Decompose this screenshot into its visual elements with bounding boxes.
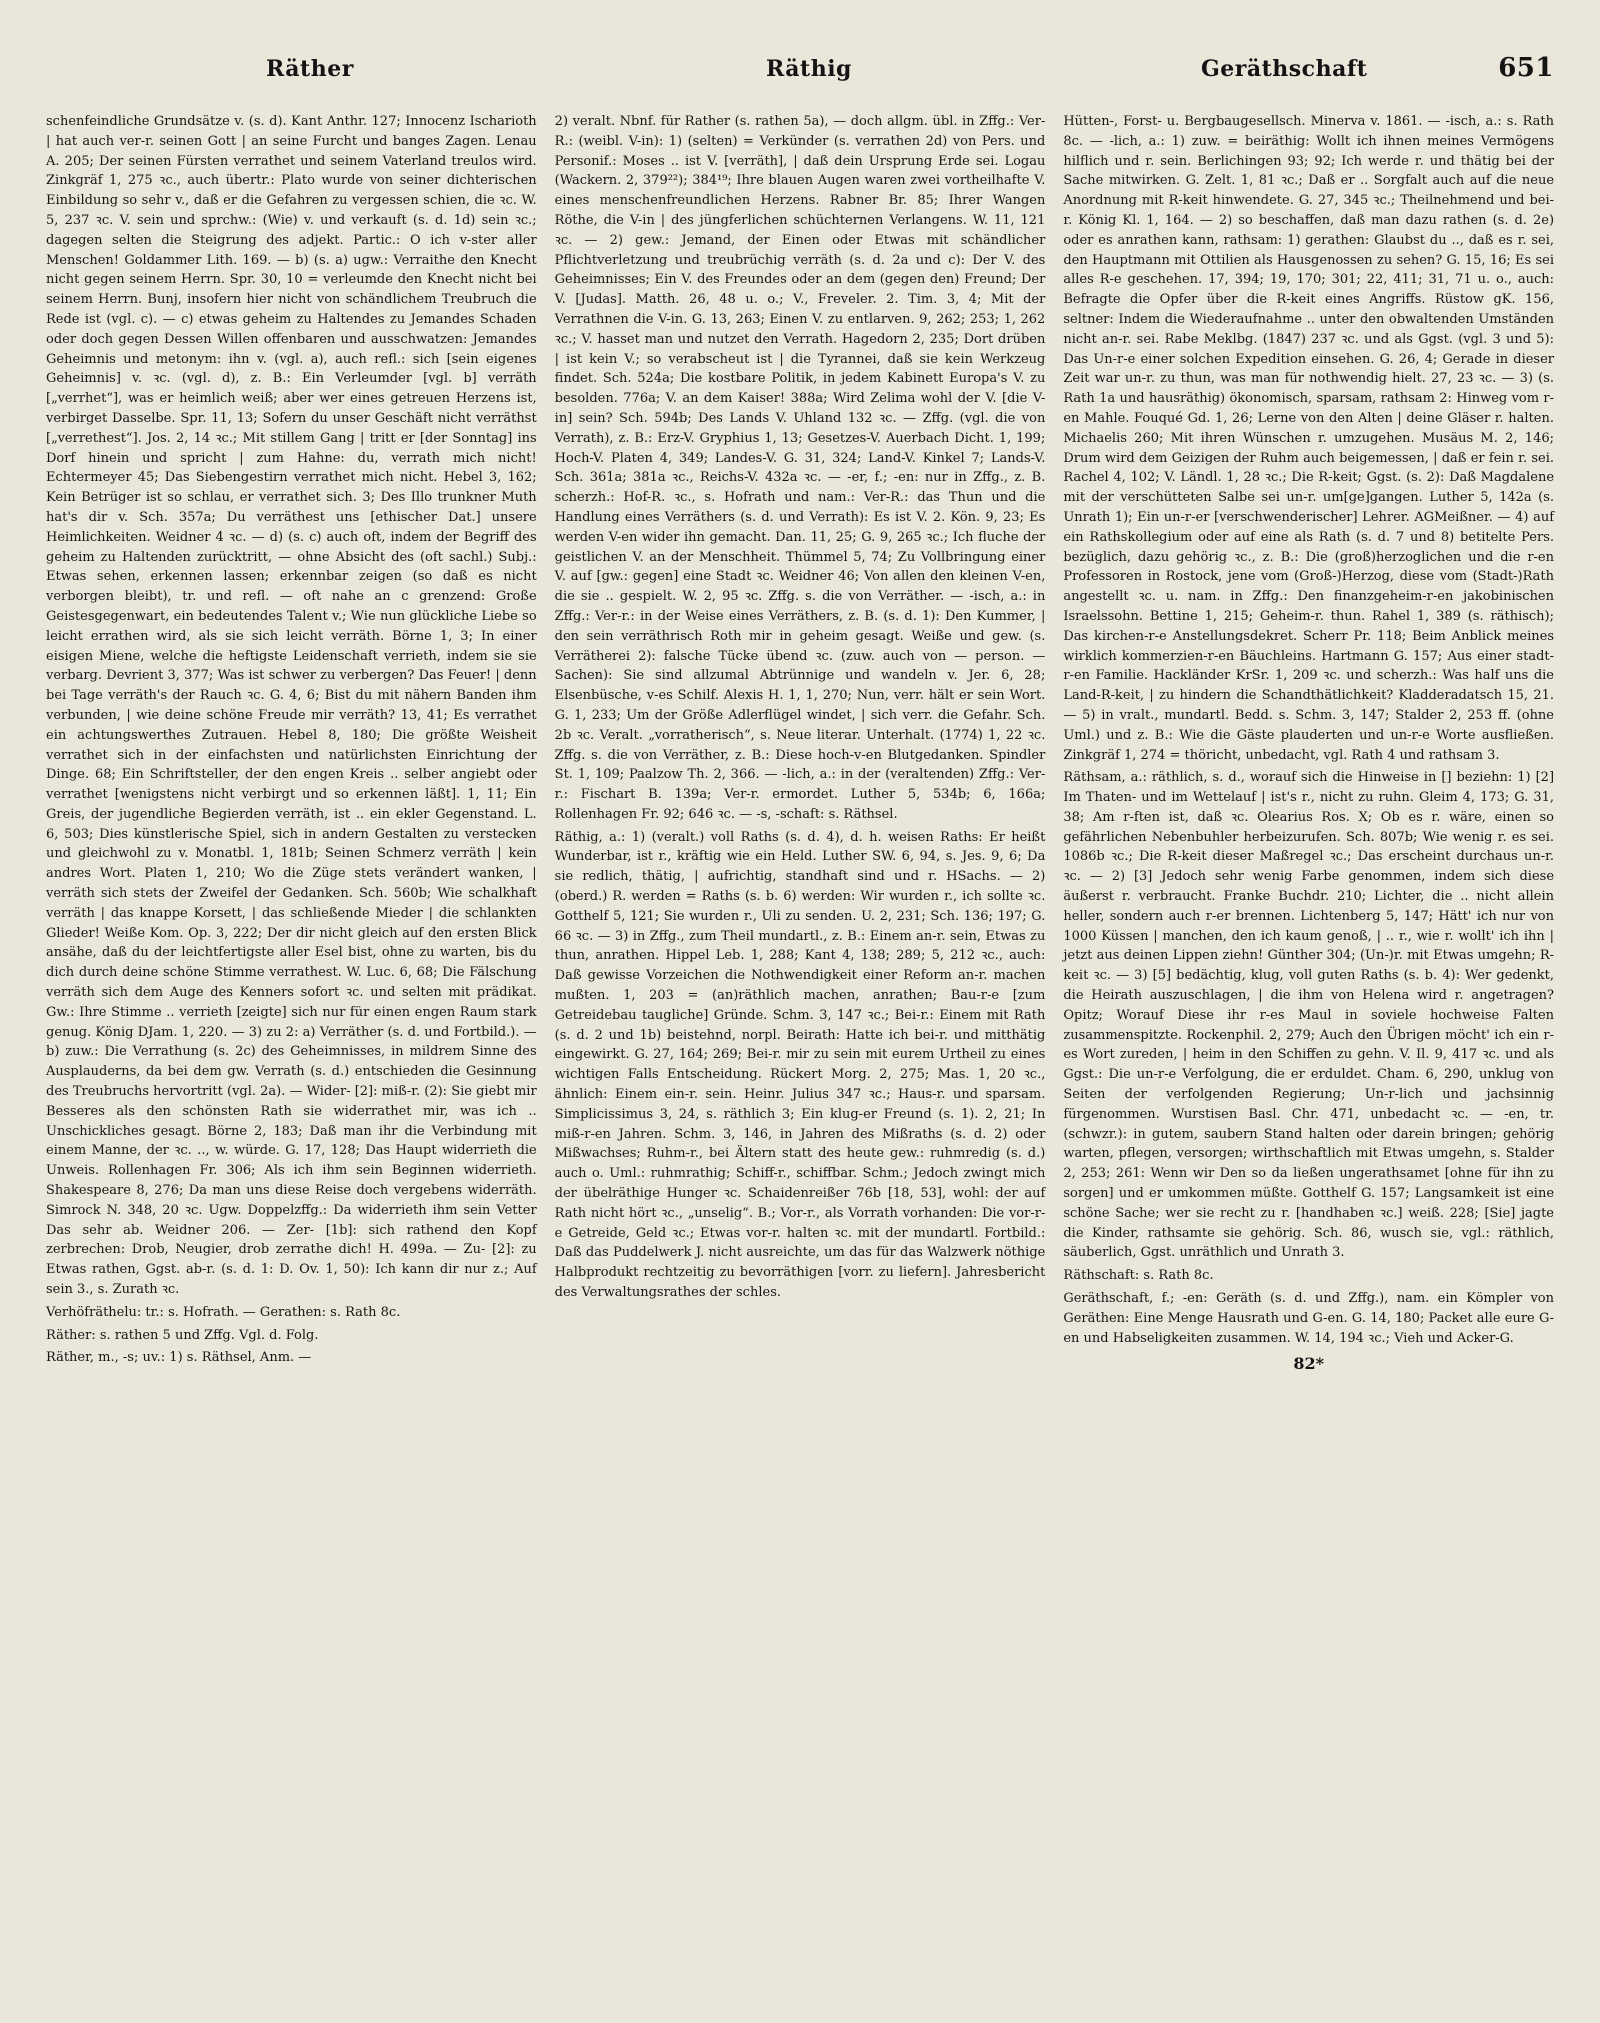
column-left	[46, 112, 537, 1983]
running-head	[46, 53, 1554, 96]
paragraph: schenfeindliche Grundsätze v. (s. d). Kant Anthr. 127; Innocenz Ischarioth | hat auch ver-r. seinen Gott | an seine Furcht und banges Zagen. Lenau A. 205; Der seinen Fürsten verrathet und seinem Vaterland treulos wird. Zinkgräf 1, 275 ꝛc., auch übertr.: Plato wurde von seiner dichterischen Einbildung so sehr v., daß er die Gefahren zu vergessen schien, die ꝛc. W. 5, 237 ꝛc. V. sein und sprchw.: (Wie) v. und verkauft (s. d. 1d) sein ꝛc.; dagegen selten die Steigrung des adjekt. Partic.: O ich v-ster aller Menschen! Goldammer Lith. 169. — b) (s. a) ugw.: Verraithe den Knecht nicht gegen seinem Herrn. Spr. 30, 10 = verleumde den Knecht nicht bei seinem Herrn. Bunj, insofern hier nicht von schändlichem Treubruch die Rede ist (vgl. c). — c) etwas geheim zu Haltendes zu Jemandes Schaden oder doch gegen Dessen Willen offenbaren und ausschwatzen: Jemandes Geheimnis und metonym: ihn v. (vgl. a), auch refl.: sich [sein eigenes Geheimnis] v. ꝛc. (vgl. d), z. B.: Ein Verleumder [vgl. b] verräth [„verrhet“], was er heimlich weiß; aber wer eines getreuen Herzens ist, verbirget Dasselbe. Spr. 11, 13; Sofern du unser Geschäft nicht verräthst [„verrethest“]. Jos. 2, 14 ꝛc.; Mit stillem Gang | tritt er [der Sonntag] ins Dorf hinein und spricht | zum Hahne: du, verrath mich nicht! Echtermeyer 45; Das Siebengestirn verrathet mich nicht. Hebel 3, 162; Kein Betrüger ist so schlau, er verrathet sich. 3; Des Illo trunkner Muth hat's dir v. Sch. 357a; Du verräthest uns [ethischer Dat.] unsere Heimlichkeiten. Weidner 4 ꝛc. — d) (s. c) auch oft, indem der Begriff des geheim zu Haltenden zurücktritt, — ohne Absicht des (oft sachl.) Subj.: Etwas sehen, erkennen lassen; erkennbar zeigen (so daß es nicht verborgen bleibt), tr. und refl. — oft nahe an c grenzend: Große Geistesgegenwart, ein bedeutendes Talent v.; Wie nun glückliche Liebe so leicht errathen wird, als sie sich leicht verräth. Börne 1, 3; In einer eisigen Miene, welche die heftigste Leidenschaft verrieth, indem sie sie verbarg. Devrient 3, 377; Was ist schwer zu verbergen? Das Feuer! | denn bei Tage verräth's der Rauch ꝛc. G. 4, 6; Bist du mit nähern Banden ihm verbunden, | wie deine schöne Freude mir verräth? 13, 41; Es verrathet ein achtungswerthes Zutrauen. Hebel 8, 180; Die größte Weisheit verrathet sich in der einfachsten und natürlichsten Einrichtung der Dinge. 68; Ein Schriftsteller, der den engen Kreis .. selber angiebt oder verrathet [wenigstens nicht verbirgt und so erkennen läßt]. 1, 11; Ein Greis, der jugendliche Begierden verräth, ist .. ein ekler Gegenstand. L. 6, 503; Dies künstlerische Spiel, sich in andern Gestalten zu verstecken und gleichwohl zu v. Monatbl. 1, 181b; Seinen Schmerz verräth | kein andres Wort. Platen 1, 210; Wo die Züge stets verändert wanken, | verräth sich stets der Zweifel der Gedanken. Sch. 560b; Wie schalkhaft verräth | das knappe Korsett, | das schließende Mieder | die schlankten Glieder! Weiße Kom. Op. 3, 222; Der dir nicht gleich auf den ersten Blick ansähe, daß du der leichtfertigste aller Esel bist, ohne zu warten, bis du dich durch deine schöne Stimme verrathest. W. Luc. 6, 68; Die Fälschung verräth sich dem Auge des Kenners sofort ꝛc. und selten mit prädikat. Gw.: Ihre Stimme .. verrieth [zeigte] sich nur für einen engen Raum stark genug. König DJam. 1, 220. — 3) zu 2: a) Verräther (s. d. und Fortbild.). — b) zuw.: Die Verrathung (s. 2c) des Geheimnisses, in mildrem Sinne des Ausplauderns, da bei dem gw. Verrath (s. d.) entschieden die Gesinnung des Treubruchs hervortritt (vgl. 2a). — Wider- [2]: miß-r. (2): Sie giebt mir Besseres als den schönsten Rath sie widerrathet mir, was ich .. Unschickliches gesagt. Börne 2, 183; Daß man ihr die Verbindung mit einem Manne, der ꝛc. .., w. würde. G. 17, 128; Das Haupt widerrieth die Unweis. Rollenhagen Fr. 306; Als ich ihm sein Beginnen widerrieth. Shakespeare 8, 276; Da man uns diese Reise doch vergebens widerräth. Simrock N. 348, 20 ꝛc. Ugw. Doppelzffg.: Da widerrieth ihm sein Vetter Das sehr ab. Weidner 206. — Zer- [1b]: sich rathend den Kopf zerbrechen: Drob, Neugier, drob zerrathe dich! H. 499a. — Zu- [2]: zu Etwas rathen, Ggst. ab-r. (s. d. 1: D. Ov. 1, 50): Ich kann dir nur z.; Auf sein 3., s. Zurath ꝛc.	[46, 114, 537, 1298]
paragraph: Räthsam, a.: räthlich, s. d., worauf sich die Hinweise in [] beziehn: 1) [2] Im Thaten- und im Wettelauf | ist's r., nicht zu ruhn. Gleim 4, 173; G. 31, 38; Am r-ften ist, daß ꝛc. Olearius Ros. X; Ob es r. wäre, einen so gefährlichen Nebenbuhler herbeizurufen. Sch. 807b; Wie wenig r. es sei. 1086b ꝛc.; Die R-keit dieser Maßregel ꝛc.; Das erscheint durchaus un-r. ꝛc. — 2) [3] Jedoch sehr wenig Farbe genommen, indem sich diese äußerst r. verbraucht. Franke Buchdr. 210; Lichter, die .. nicht allein heller, sondern auch r-er brennen. Lichtenberg 5, 147; Hätt' ich nur von 1000 Küssen | manchen, den ich kaum genoß, | .. r., wie r. wollt' ich ihn | jetzt aus deinen Lippen ziehn! Günther 304; (Un-)r. mit Etwas umgehn; R-keit ꝛc. — 3) [5] bedächtig, klug, voll guten Raths (s. b. 4): Wer gedenkt, die Heirath auszuschlagen, | die ihm von Helena wird r. angetragen? Opitz; Worauf Diese ihr r-es Maul in soviele hochweise Falten zusammenspitzte. Rockenphil. 2, 279; Auch den Übrigen möcht' ich ein r-es Wort zureden, | heim in den Schiffen zu gehn. V. Il. 9, 417 ꝛc. und als Ggst.: Die un-r-e Verfolgung, die er erduldet. Cham. 6, 290, unklug von Seiten der verfolgenden Regierung; Un-r-lich und jachsinnig fürgenommen. Wurstisen Basl. Chr. 471, unbedacht ꝛc. — -en, tr. (schwzr.): in gutem, saubern Stand halten oder darein bringen; gehörig warten, pflegen, versorgen; wirthschaftlich mit Etwas umgehn, s. Stalder 2, 253; 261: Wenn wir Den so da ließen ungerathsamet [ohne für ihn zu sorgen] und er umkommen müßte. Gotthelf G. 157; Langsamkeit ist eine schöne Sache; wer sie recht zu r. [handhaben ꝛc.] weiß. 228; [Sie] jagte die Kinder, rathsamte sie gehörig. Sch. 86, wusch sie, vgl.: räthlich, säuberlich, Ggst. unräthlich und Unrath 3.	[1063, 770, 1555, 1261]
paragraph: Räthschaft: s. Rath 8c.	[1063, 1268, 1214, 1284]
paragraph: Verhöfräthelu: tr.: s. Hofrath. — Gerathen: s. Rath 8c.	[46, 1304, 401, 1320]
paragraph: 2) veralt. Nbnf. für Rather (s. rathen 5a), — doch allgm. übl. in Zffg.: Ver-R.: (weibl. V-in): 1) (selten) = Verkünder (s. verrathen 2d) von Pers. und Personif.: Moses .. ist V. [verräth], | daß dein Ursprung Erde sei. Logau (Wackern. 2, 379²²); 384¹⁹; Ihre blauen Augen waren zwei vortheilhafte V. eines menschenfreundlichen Herzens. Rabner Br. 85; Ihrer Wangen Röthe, die V-in | des jüngferlichen schüchternen Verlangens. W. 11, 121 ꝛc. — 2) gew.: Jemand, der Einen oder Etwas mit schändlicher Pflichtverletzung und treubrüchig verräth (s. d. 2a und c): Der V. des Geheimnisses; Ein V. des Freundes oder an dem (gegen den) Freund; Der V. [Judas]. Matth. 26, 48 u. o.; V., Freveler. 2. Tim. 3, 4; Mit der Verrathnen die V-in. G. 13, 263; Einen V. zu entlarven. 9, 262; 253; 1, 262 ꝛc.; V. hasset man und nutzet den Verrath. Hagedorn 2, 235; Dort drüben | ist kein V.; so verabscheut ist | die Tyrannei, daß sie kein Werkzeug findet. Sch. 524a; Die kostbare Politik, in jedem Kabinett Europa's V. zu besolden. 776a; V. an dem Kaiser! 388a; Wird Zelima wohl der V. [die V-in] sein? Sch. 594b; Des Lands V. Uhland 132 ꝛc. — Zffg. (vgl. die von Verrath), z. B.: Erz-V. Gryphius 1, 13; Gesetzes-V. Auerbach Dicht. 1, 199; Hoch-V. Platen 4, 349; Landes-V. G. 31, 324; Land-V. Kinkel 7; Lands-V. Sch. 361a; 381a ꝛc., Reichs-V. 432a ꝛc. — -er, f.; -en: nur in Zffg., z. B. scherzh.: Hof-R. ꝛc., s. Hofrath und nam.: Ver-R.: das Thun und die Handlung eines Verräthers (s. d. und Verrath): Es ist V. 2. Kön. 9, 23; Es werden V-en wider ihn gemacht. Dan. 11, 25; G. 9, 265 ꝛc.; Ich fluche der geistlichen V. an der Menschheit. Thümmel 5, 74; Zu Vollbringung einer V. auf [gw.: gegen] eine Stadt ꝛc. Weidner 46; Von allen den kleinen V-en, die sie .. gespielt. W. 2, 95 ꝛc. Zffg. s. die von Verräther. — -isch, a.: in Zffg.: Ver-r.: in der Weise eines Verräthers, z. B. (s. d. 1): Den Kummer, | den sein verräthrisch Roth mir in geheim gesagt. Weiße und gew. (s. Verrätherei 2): falsche Tücke übend ꝛc. (zuw. auch von — person. — Sachen): Sie sind allzumal Abtrünnige und wandeln v. Jer. 6, 28; Elsenbüsche, v-es Schilf. Alexis H. 1, 1, 270; Nun, verr. hält er sein Wort. G. 1, 233; Um der Größe Adlerflügel windet, | sich verr. die Gefahr. Sch. 2b ꝛc. Veralt. „vorratherisch“, s. Neue literar. Unterhalt. (1774) 1, 22 ꝛc. Zffg. s. die von Verräther, z. B.: Diese hoch-v-en Blutgedanken. Spindler St. 1, 109; Paalzow Th. 2, 366. — -lich, a.: in der (veraltenden) Zffg.: Ver-r.: Fischart B. 139a; Ver-r. ermordet. Luther 5, 534b; 6, 166a; Rollenhagen Fr. 92; 646 ꝛc. — -s, -schaft: s. Räthsel.	[554, 114, 1046, 822]
signature-mark: 82*	[1293, 1354, 1324, 1374]
running-head-right: Geräthschaft	[1201, 56, 1368, 82]
paragraph: Hütten-, Forst- u. Bergbaugesellsch. Minerva v. 1861. — -isch, a.: s. Rath 8c. — -lich, a.: 1) zuw. = beiräthig: Wollt ich ihnen meines Vermögens hilflich und r. sein. Berlichingen 93; 92; Ich werde r. und thätig bei der Sache mitwirken. G. Zelt. 1, 81 ꝛc.; Daß er .. Sorgfalt auch auf die neue Anordnung mit R-keit hinwendete. G. 27, 345 ꝛc.; Theilnehmend und bei-r. König Kl. 1, 164. — 2) so beschaffen, daß man dazu rathen (s. d. 2e) oder es anrathen kann, rathsam: 1) gerathen: Glaubst du .., daß es r. sei, den Hauptmann mit Ottilien als Hausgenossen zu sehen? G. 15, 16; Es sei alles R-e geschehen. 17, 394; 19, 170; 301; 22, 411; 31, 71 u. o., auch: Befragte die Opfer über die R-keit eines Angriffs. Rüstow gK. 156, seltner: Indem die Wiederaufnahme .. unter den obwaltenden Umständen nicht an-r. sei. Rabe Meklbg. (1847) 237 ꝛc. und als Ggst. (vgl. 3 und 5): Das Un-r-e einer solchen Expedition einsehen. G. 26, 4; Gerade in dieser Zeit war un-r. zu thun, was man für nothwendig hielt. 27, 23 ꝛc. — 3) (s. Rath 1a und hausräthig) ökonomisch, sparsam, rathsam 2: Hinweg vom r-en Mahle. Fouqué Gd. 1, 26; Lerne von den Alten | deine Gläser r. halten. Michaelis 260; Mit ihren Wünschen r. umzugehen. Musäus M. 2, 146; Drum wird dem Geizigen der Ruhm auch beigemessen, | daß er fein r. sei. Rachel 4, 102; V. Ländl. 1, 28 ꝛc.; Die R-keit; Ggst. (s. 2): Daß Magdalene mit der verschütteten Salbe sei un-r. um[ge]gangen. Luther 5, 142a (s. Unrath 1); Ein un-r-er [verschwenderischer] Lehrer. AGMeißner. — 4) auf ein Rathskollegium oder auf eine als Rath (s. d. 7 und 8) betitelte Pers. bezüglich, dazu gehörig ꝛc., z. B.: Die (groß)herzoglichen und die r-en Professoren in Rostock, jene vom (Groß-)Herzog, diese vom (Stadt-)Rath angestellt ꝛc. u. nam. in Zffg.: Den finanzgeheim-r-en jakobinischen Israelssohn. Bettine 1, 215; Geheim-r. thun. Rahel 1, 389 (s. räthisch); Das kirchen-r-e Anstellungsdekret. Scherr Pr. 118; Beim Anblick meines wirklich kommerzien-r-en Bäuchleins. Hartmann G. 157; Aus einer stadt-r-en Familie. Hackländer KrSr. 1, 209 ꝛc. und scherzh.: Was half uns die Land-R-keit, | zu hindern die Schandthätlichkeit? Kladderadatsch 15, 21. — 5) in vralt., mundartl. Bedd. s. Schm. 3, 147; Stalder 2, 253 ff. (ohne Uml.) und z. B.: Wie die Gäste plauderten und un-r-e Worte ausfließen. Zinkgräf 1, 274 = thöricht, unbedacht, vgl. Rath 4 und rathsam 3.	[1063, 114, 1555, 763]
paragraph: Räthig, a.: 1) (veralt.) voll Raths (s. d. 4), d. h. weisen Raths: Er heißt Wunderbar, ist r., kräftig wie ein Held. Luther SW. 6, 94, s. Jes. 9, 6; Da sie redlich, thätig, | aufrichtig, standhaft sind und r. HSachs. — 2) (oberd.) R. werden = Raths (s. b. 6) werden: Wir wurden r., ich sollte ꝛc. Gotthelf 5, 121; Sie wurden r., Uli zu senden. U. 2, 231; Sch. 136; 197; G. 66 ꝛc. — 3) in Zffg., zum Theil mundartl., z. B.: Einem an-r. sein, Etwas zu thun, anrathen. Hippel Leb. 1, 288; Kant 4, 138; 289; 5, 212 ꝛc., auch: Daß gewisse Vorzeichen die Nothwendigkeit einer Reform an-r. machen mußten. 1, 203 = (an)räthlich machen, anrathen; Bau-r-e [zum Getreidebau taugliche] Gründe. Schm. 3, 147 ꝛc.; Bei-r.: Einem mit Rath (s. d. 2 und 1b) beistehnd, norpl. Beirath: Hatte ich bei-r. und mitthätig eingewirkt. G. 27, 164; 269; Bei-r. mir zu sein mit eurem Urtheil zu eines wichtigen Falls Entscheidung. Rückert Morg. 2, 275; Mas. 1, 20 ꝛc., ähnlich: Einem ein-r. sein. Heinr. Julius 347 ꝛc.; Haus-r. und sparsam. Simplicissimus 3, 24, s. räthlich 3; Ein klug-er Freund (s. 1). 2, 21; In miß-r-en Jahren. Schm. 3, 146, in Jahren des Mißraths (s. d. 2) oder Mißwachses; Ruhm-r., bei Ältern statt des heute gew.: ruhmredig (s. d.) auch o. Uml.: ruhmrathig; Schiff-r., schiffbar. Schm.; Jedoch zwingt mich der übelräthige Hunger ꝛc. Schaidenreißer 76b [18, 53], wohl: der auf Rath nicht hört ꝛc., „unselig“. B.; Vor-r., als Vorrath vorhanden: Die vor-r-e Getreide, Geld ꝛc.; Etwas vor-r. halten ꝛc. mit der mundartl. Fortbild.: Daß das Puddelwerk J. nicht ausreichte, um das für das Walzwerk nöthige Halbprodukt rechtzeitig zu bevorräthigen [vorr. zu liefern]. Jahresbericht des Verwaltungsrathes der schles.	[554, 829, 1046, 1301]
text-columns	[46, 112, 1554, 1983]
paragraph: Geräthschaft, f.; -en: Geräth (s. d. und Zffg.), nam. ein Kömpler von Geräthen: Eine Menge Hausrath und G-en. G. 14, 180; Packet alle eure G-en und Habseligkeiten zusammen. W. 14, 194 ꝛc.; Vieh und Acker-G.	[1063, 1291, 1555, 1346]
page-number: 651	[1498, 53, 1554, 83]
column-right	[1063, 112, 1554, 1983]
column-middle	[555, 112, 1046, 1983]
paragraph: Räther: s. rathen 5 und Zffg. Vgl. d. Folg.	[46, 1327, 319, 1343]
paragraph: Räther, m., -s; uv.: 1) s. Räthsel, Anm. —	[46, 1350, 312, 1366]
running-head-center: Räthig	[766, 56, 852, 82]
running-head-left: Räther	[266, 56, 354, 82]
